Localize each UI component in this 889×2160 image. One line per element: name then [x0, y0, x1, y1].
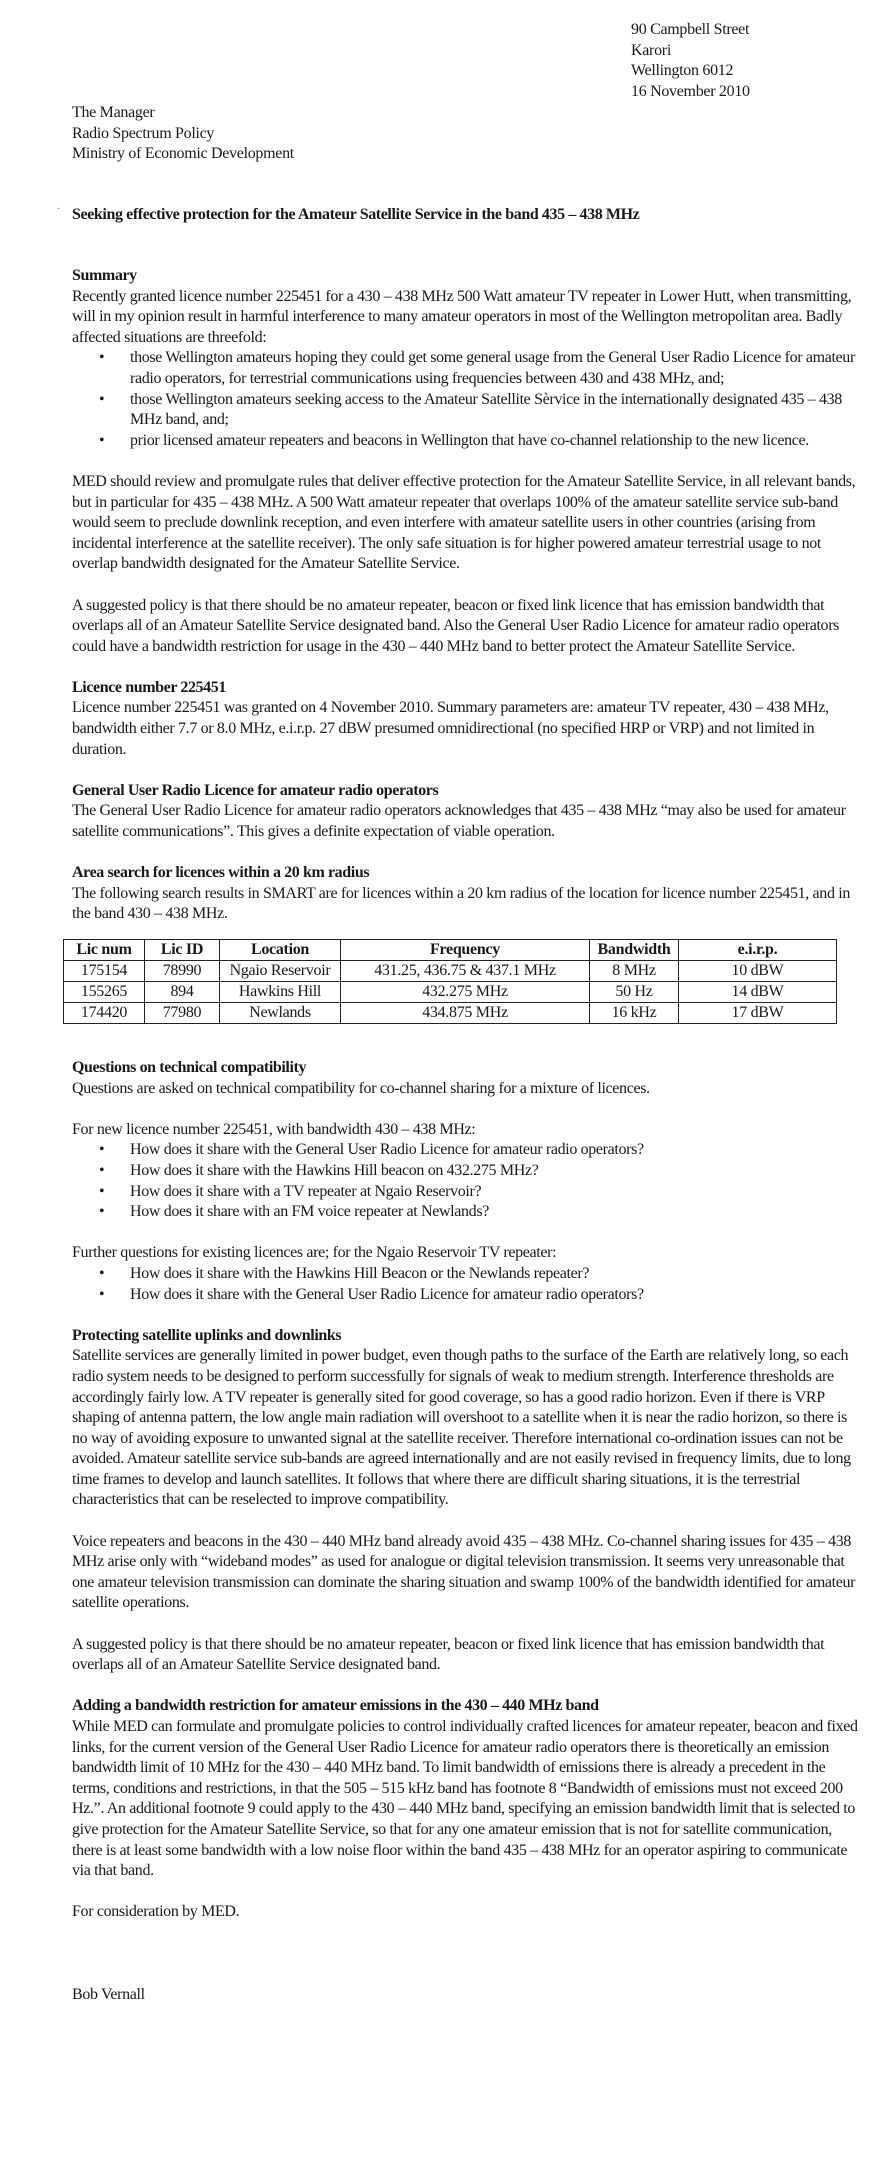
general-user-paragraph: The General User Radio Licence for amateur radio operators acknowledges that 435 – 438 MHz “may also be used for amateur satellite communications”. This gives a definite expectation of viable operation.: [72, 802, 846, 841]
area-search-paragraph: The following search results in SMART are for licences within a 20 km radius of the location for licence number 225451, and in the band 430 – 438 MHz.: [72, 884, 850, 923]
col-lic-num: Lic num: [64, 940, 145, 961]
cell: 432.275 MHz: [341, 982, 590, 1003]
cell: 77980: [145, 1003, 220, 1024]
recipient-address: [72, 103, 294, 165]
existing-licence-question-list: [72, 1264, 862, 1305]
closing-line: For consideration by MED.: [72, 1903, 240, 1921]
col-eirp: e.i.r.p.: [679, 940, 837, 961]
licence-paragraph: Licence number 225451 was granted on 4 November 2010. Summary parameters are: amateur TV repeater, 430 – 438 MHz, bandwidth either 7.7 or 8.0 MHz, e.i.r.p. 27 dBW presumed omnidirectional (no specified HRP or VRP) and not limited in duration.: [72, 699, 829, 758]
general-user-heading: General User Radio Licence for amateur radio operators: [72, 781, 439, 799]
letter-date: 16 November 2010: [631, 82, 750, 100]
list-item: • those Wellington amateurs seeking access to the Amateur Satellite Sèrvice in the internationally designated 435 – 438 MHz band, and;: [130, 390, 862, 431]
list-item: • How does it share with the Hawkins Hill beacon on 432.275 MHz?: [130, 1161, 862, 1182]
protecting-paragraph: A suggested policy is that there should be no amateur repeater, beacon or fixed link licence that has emission bandwidth that overlaps all of an Amateur Satellite Service designated band.: [72, 1635, 825, 1674]
sender-address: [631, 20, 750, 102]
licence-table: [63, 939, 837, 1024]
address-line: Karori: [631, 41, 671, 59]
col-location: Location: [220, 940, 341, 961]
new-licence-lead: For new licence number 225451, with bandwidth 430 – 438 MHz:: [72, 1120, 476, 1138]
signature-name: Bob Vernall: [72, 1985, 145, 2003]
list-item: • How does it share with a TV repeater at Ngaio Reservoir?: [130, 1182, 862, 1203]
cell: Hawkins Hill: [220, 982, 341, 1003]
recipient-line: The Manager: [72, 104, 155, 121]
list-item: • How does it share with an FM voice repeater at Newlands?: [130, 1202, 862, 1223]
cell: 434.875 MHz: [341, 1003, 590, 1024]
cell: 431.25, 436.75 & 437.1 MHz: [341, 961, 590, 982]
recipient-line: Ministry of Economic Development: [72, 145, 294, 162]
area-search-heading: Area search for licences within a 20 km radius: [72, 864, 370, 882]
col-frequency: Frequency: [341, 940, 590, 961]
table-header-row: [64, 940, 837, 961]
table-row: [64, 1003, 837, 1024]
summary-paragraph: MED should review and promulgate rules that deliver effective protection for the Amateur Satellite Service, in all relevant bands, but in particular for 435 – 438 MHz. A 500 Watt amateur repeater that overlaps 100% of the amateur satellite service sub-band would seem to preclude downlink reception, and even interfere with amateur satellite users in other countries (arising from incidental interference at the satellite receiver). The only safe situation is for higher powered amateur terrestrial usage to not overlap bandwidth designated for the Amateur Satellite Service.: [72, 472, 856, 573]
scan-speck: ·: [57, 204, 61, 215]
summary-intro: Recently granted licence number 225451 for a 430 – 438 MHz 500 Watt amateur TV repeater in Lower Hutt, when transmitting, will in my opinion result in harmful interference to many amateur operators in most of the Wellington metropolitan area. Badly affected situations are threefold:: [72, 287, 852, 346]
cell: 16 kHz: [590, 1003, 679, 1024]
protecting-heading: Protecting satellite uplinks and downlinks: [72, 1326, 342, 1344]
protecting-paragraph: Voice repeaters and beacons in the 430 – 440 MHz band already avoid 435 – 438 MHz. Co-channel sharing issues for 435 – 438 MHz arise only with “wideband modes” as used for analogue or digital television transmission. It seems very unreasonable that one amateur television transmission can dominate the sharing situation and swamp 100% of the bandwidth identified for amateur satellite operations.: [72, 1532, 856, 1612]
table-row: [64, 982, 837, 1003]
protecting-paragraph: Satellite services are generally limited in power budget, even though paths to the surface of the Earth are relatively long, so each radio system needs to be designed to perform successfully for signals of weak to medium strength. Interference thresholds are accordingly fairly low. A TV repeater is generally sited for good coverage, so has a good radio horizon. Even if there is VRP shaping of antenna pattern, the low angle main radiation will overshoot to a satellite when it is near the radio horizon, so there is no way of avoiding exposure to unwanted signal at the satellite receiver. Therefore international co-ordination issues can not be avoided. Amateur satellite service sub-bands are agreed internationally and are not easily revised in frequency limits, due to long time frames to develop and launch satellites. It follows that where there are difficult sharing situations, it is the terrestrial characteristics that can be reselected to improve compatibility.: [72, 1347, 851, 1509]
summary-paragraph: A suggested policy is that there should be no amateur repeater, beacon or fixed link licence that has emission bandwidth that overlaps all of an Amateur Satellite Service designated band. Also the General User Radio Licence for amateur radio operators could have a bandwidth restriction for usage in the 430 – 440 MHz band to better protect the Amateur Satellite Service.: [72, 596, 840, 655]
summary-heading: Summary: [72, 267, 137, 284]
cell: 17 dBW: [679, 1003, 837, 1024]
list-item: • How does it share with the Hawkins Hill Beacon or the Newlands repeater?: [130, 1264, 862, 1285]
cell: 78990: [145, 961, 220, 982]
cell: Newlands: [220, 1003, 341, 1024]
list-item: • How does it share with the General User Radio Licence for amateur radio operators?: [130, 1285, 862, 1306]
cell: 10 dBW: [679, 961, 837, 982]
new-licence-question-list: [72, 1140, 862, 1222]
address-line: 90 Campbell Street: [631, 21, 750, 38]
cell: 155265: [64, 982, 145, 1003]
list-item: • prior licensed amateur repeaters and beacons in Wellington that have co-channel relationship to the new licence.: [130, 431, 862, 452]
table-row: [64, 961, 837, 982]
letter-body: [72, 266, 862, 2006]
col-lic-id: Lic ID: [145, 940, 220, 961]
list-item: • How does it share with the General User Radio Licence for amateur radio operators?: [130, 1140, 862, 1161]
cell: 14 dBW: [679, 982, 837, 1003]
licence-heading: Licence number 225451: [72, 678, 226, 696]
list-item: • those Wellington amateurs hoping they could get some general usage from the General User Radio Licence for amateur radio operators, for terrestrial communications using frequencies between 430 and 438 MHz, and;: [130, 348, 862, 389]
cell: 174420: [64, 1003, 145, 1024]
questions-heading: Questions on technical compatibility: [72, 1059, 307, 1076]
address-line: Wellington 6012: [631, 62, 734, 79]
letter-title: Seeking effective protection for the Amateur Satellite Service in the band 435 – 438 MHz: [72, 206, 640, 223]
cell: 175154: [64, 961, 145, 982]
existing-licence-lead: Further questions for existing licences are; for the Ngaio Reservoir TV repeater:: [72, 1244, 557, 1262]
cell: 50 Hz: [590, 982, 679, 1003]
cell: 894: [145, 982, 220, 1003]
cell: 8 MHz: [590, 961, 679, 982]
restriction-heading: Adding a bandwidth restriction for amateur emissions in the 430 – 440 MHz band: [72, 1697, 599, 1715]
restriction-paragraph: While MED can formulate and promulgate policies to control individually crafted licences for amateur repeater, beacon and fixed links, for the current version of the General User Radio Licence for amateur radio operators there is theoretically an emission bandwidth limit of 10 MHz for the 430 – 440 MHz band. To limit bandwidth of emissions there is already a precedent in the terms, conditions and restrictions, in that the 505 – 515 kHz band has footnote 8 “Bandwidth of emissions must not exceed 200 Hz.”. An additional footnote 9 could apply to the 430 – 440 MHz band, specifying an emission bandwidth limit that is selected to give protection for the Amateur Satellite Service, so that for any one amateur emission that is not for satellite communication, there is at least some bandwidth with a low noise floor within the band 435 – 438 MHz for an operator aspiring to communicate via that band.: [72, 1718, 858, 1880]
cell: Ngaio Reservoir: [220, 961, 341, 982]
col-bandwidth: Bandwidth: [590, 940, 679, 961]
questions-intro: Questions are asked on technical compatibility for co-channel sharing for a mixture of licences.: [72, 1079, 650, 1097]
summary-bullet-list: [72, 348, 862, 451]
recipient-line: Radio Spectrum Policy: [72, 124, 215, 142]
